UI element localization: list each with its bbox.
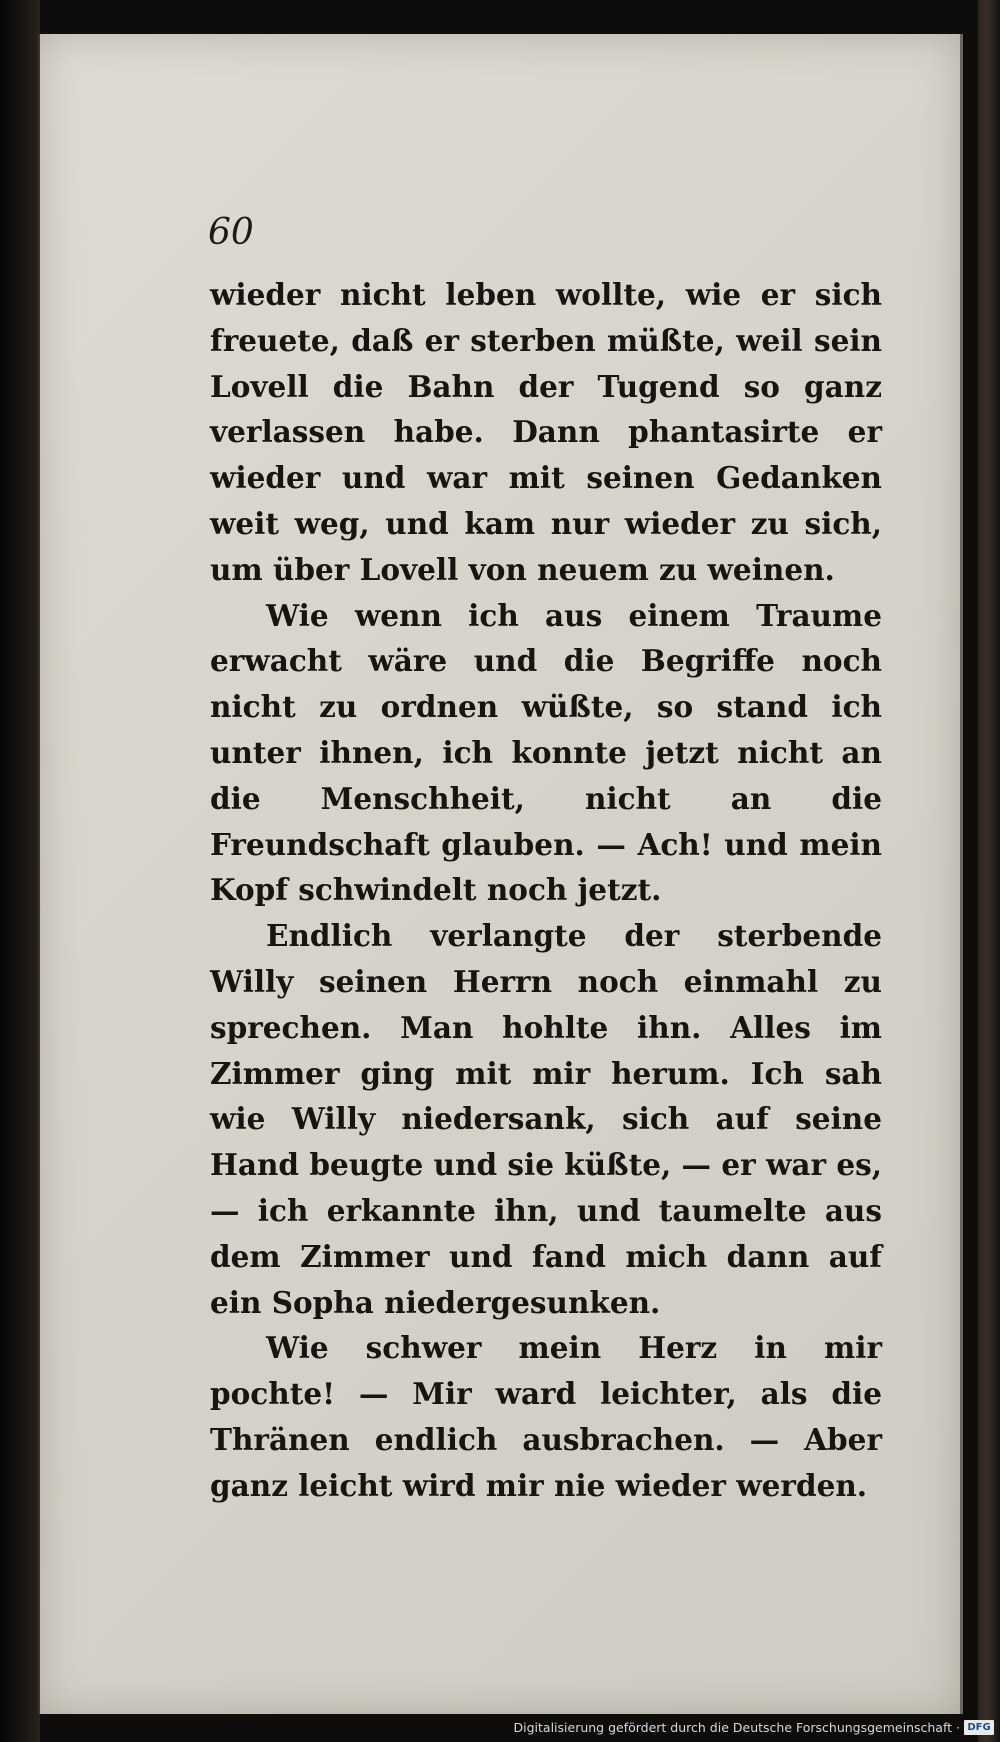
paragraph-2: Wie wenn ich aus einem Traume erwacht wäre und die Begriffe noch nicht zu ordnen wüßte, so stand ich unter ihnen, ich konnte jetzt nicht an die Menschheit, nicht an die Freundschaft glauben. — Ach! und mein Kopf schwindelt noch jetzt.	[210, 597, 882, 908]
digitization-credit	[514, 1717, 995, 1737]
dfg-logo-icon: DFG	[964, 1720, 994, 1735]
paragraph-3: Endlich verlangte der sterbende Willy seinen Herrn noch einmahl zu sprechen. Man hohlte ihn. Alles im Zimmer ging mit mir herum. Ich sah wie Willy niedersank, sich auf seine Hand beugte und sie küßte, — er war es, — ich erkannte ihn, und taumelte aus dem Zimmer und fand mich dann auf ein Sopha niedergesunken.	[210, 918, 882, 1320]
page-number: 60	[208, 212, 254, 253]
book-page	[38, 34, 963, 1714]
paragraph-4: Wie schwer mein Herz in mir pochte! — Mir ward leichter, als die Thränen endlich ausbrachen. — Aber ganz leicht wird mir nie wieder werden.	[210, 1330, 882, 1503]
book-fore-edge	[978, 0, 1000, 1742]
page-text	[210, 272, 882, 1509]
book-spine-edge	[0, 0, 40, 1742]
credit-text: Digitalisierung gefördert durch die Deutsche Forschungsgemeinschaft ·	[513, 1719, 960, 1735]
paragraph-1: wieder nicht leben wollte, wie er sich freuete, daß er sterben müßte, weil sein Lovell die Bahn der Tugend so ganz verlassen habe. Dann phantasirte er wieder und war mit seinen Gedanken weit weg, und kam nur wieder zu sich, um über Lovell von neuem zu weinen.	[210, 277, 882, 587]
